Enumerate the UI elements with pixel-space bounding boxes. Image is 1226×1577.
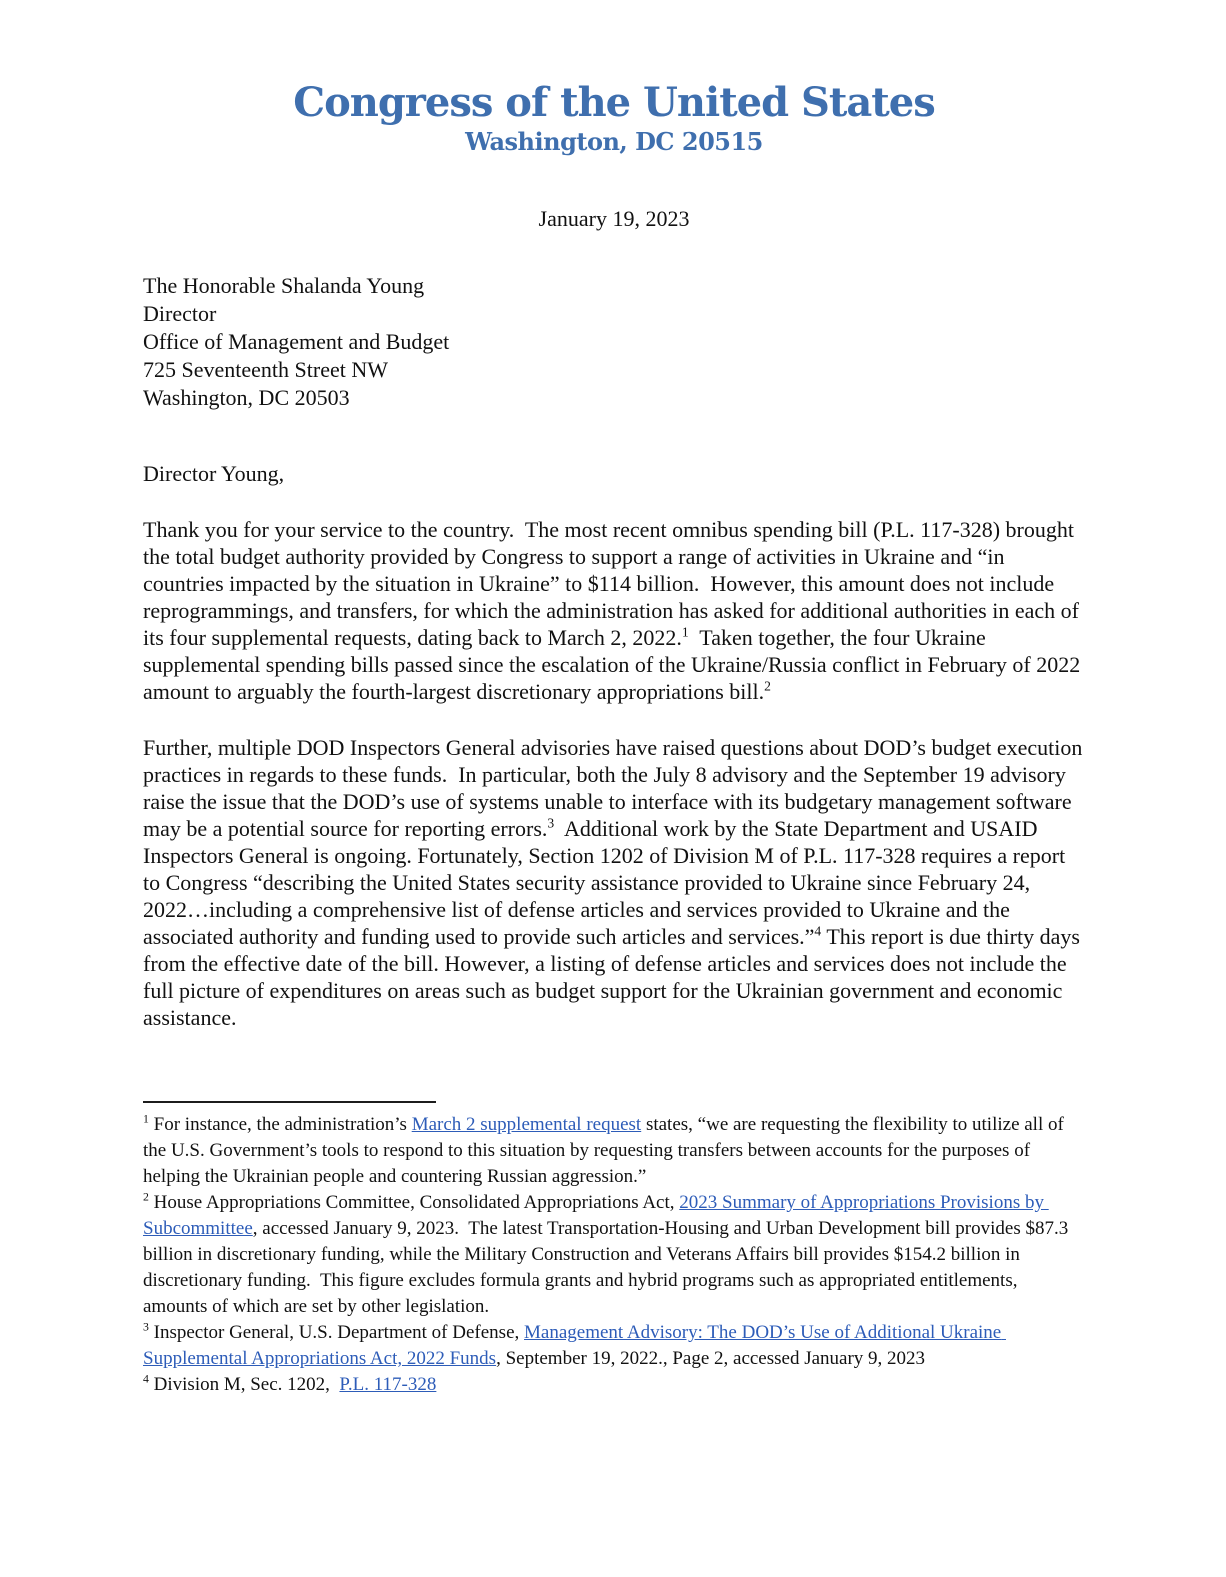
recipient-city: Washington, DC 20503 (143, 385, 350, 410)
footnote-marker: 3 (143, 1320, 149, 1334)
salutation: Director Young, (143, 461, 285, 486)
footnote-4 (143, 1372, 1085, 1398)
letterhead (143, 79, 1085, 156)
recipient-title: Director (143, 301, 217, 326)
hyperlink[interactable]: 2023 Summary of Appropriations Provisions by Subcommittee (143, 1192, 1049, 1239)
text-run: Additional work by the State Department and USAID Inspectors General is ongoing. Fortunately, Section 1202 of Division M of P.L. 117-328 requires a report to Congress “describing the United States security assistance provided to Ukraine since February 24, 2022…including a comprehensive list of defense articles and services provided to Ukraine and the associated authority and funding used to provide such articles and services.” (143, 816, 1071, 949)
footnote-marker: 4 (143, 1372, 149, 1386)
text-run: Thank you for your service to the country. The most recent omnibus spending bill (P.L. 117-328) brought the total budget authority provided by Congress to support a range of activities in Ukraine and “in countries impacted by the situation in Ukraine” to $114 billion. However, this amount does not include reprogrammings, and transfers, for which the administration has asked for additional authorities in each of its four supplemental requests, dating back to March 2, 2022. (143, 517, 1085, 650)
letterhead-subtitle: Washington, DC 20515 (465, 127, 763, 156)
recipient-organization: Office of Management and Budget (143, 329, 450, 354)
footnote-marker: 4 (814, 923, 822, 939)
body-paragraph-1 (143, 516, 1085, 705)
footnote-3 (143, 1320, 1085, 1372)
text-run: , September 19, 2022., Page 2, accessed January 9, 2023 (496, 1348, 926, 1369)
text-run: This report is due thirty days from the effective date of the bill. However, a listing of defense articles and services does not include the full picture of expenditures on areas such as budget support for the Ukrainian government and economic assistance. (143, 924, 1086, 1030)
text-run: House Appropriations Committee, Consolidated Appropriations Act, (148, 1192, 680, 1213)
footnote-marker: 2 (143, 1190, 149, 1204)
footnote-divider (143, 1101, 436, 1103)
recipient-address (143, 272, 1085, 412)
letter-date: January 19, 2023 (538, 206, 690, 231)
text-run: , accessed January 9, 2023. The latest Transportation-Housing and Urban Development bill provides $87.3 billion in discretionary funding, while the Military Construction and Veterans Affairs bill provides $154.2 billion in discretionary funding. This figure excludes formula grants and hybrid programs such as appropriated entitlements, amounts of which are set by other legislation. (143, 1218, 1073, 1317)
text-run: Inspector General, U.S. Department of Defense, (148, 1322, 525, 1343)
footnote-marker: 3 (547, 815, 555, 831)
text-run: Further, multiple DOD Inspectors General advisories have raised questions about DOD’s budget execution practices in regards to these funds. In particular, both the July 8 advisory and the September 19 advisory raise the issue that the DOD’s use of systems unable to interface with its budgetary management software may be a potential source for reporting errors. (143, 735, 1088, 841)
text-run: Taken together, the four Ukraine supplemental spending bills passed since the escalation of the Ukraine/Russia conflict in February of 2022 amount to arguably the fourth-largest discretionary appropriations bill. (143, 625, 1086, 704)
recipient-name: The Honorable Shalanda Young (143, 273, 425, 298)
footnote-marker: 1 (143, 1112, 149, 1126)
hyperlink[interactable]: Management Advisory: The DOD’s Use of Additional Ukraine Supplemental Appropriations Act, 2022 Funds (143, 1322, 1006, 1369)
letterhead-title: Congress of the United States (293, 79, 935, 126)
recipient-street: 725 Seventeenth Street NW (143, 357, 388, 382)
footnote-section (143, 1101, 1085, 1398)
footnote-2 (143, 1190, 1085, 1320)
hyperlink[interactable]: P.L. 117-328 (339, 1374, 437, 1395)
footnote-marker: 1 (681, 624, 689, 640)
text-run: For instance, the administration’s (148, 1114, 412, 1135)
text-run: Division M, Sec. 1202, (148, 1374, 340, 1395)
text-run: states, “we are requesting the flexibility to utilize all of the U.S. Government’s tools to respond to this situation by requesting transfers between accounts for the purposes of helping the Ukrainian people and countering Russian aggression.” (143, 1114, 1069, 1187)
footnote-1 (143, 1112, 1085, 1190)
body-paragraph-2 (143, 734, 1088, 1031)
footnote-marker: 2 (764, 678, 771, 694)
hyperlink[interactable]: March 2 supplemental request (411, 1114, 642, 1135)
